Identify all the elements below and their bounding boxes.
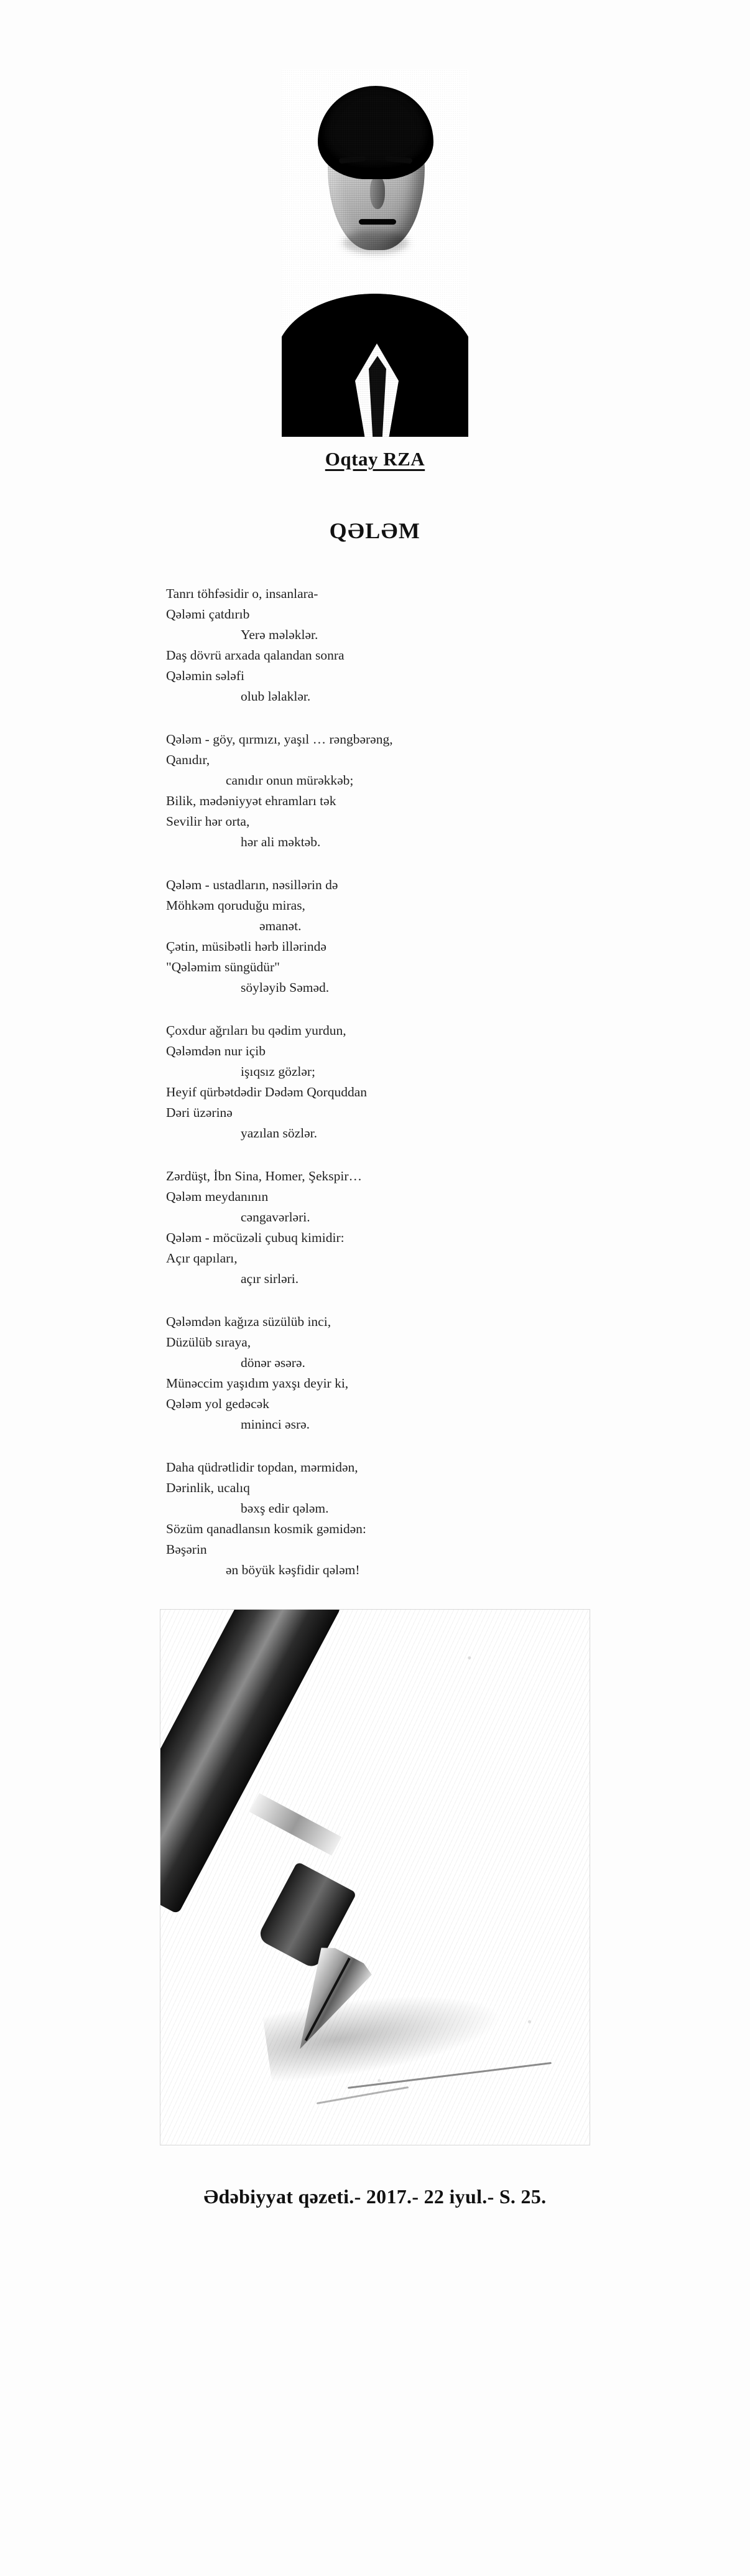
poem-line: Zərdüşt, İbn Sina, Homer, Şekspir… [166, 1169, 363, 1183]
poem-line: Düzülüb sıraya, [166, 1335, 251, 1350]
poem-line: Qələmin sələfi [166, 668, 244, 683]
poem-line: əmanət. [259, 918, 302, 933]
poem-line: Çoxdur ağrıları bu qədim yurdun, [166, 1023, 346, 1038]
poem-stanza [166, 1457, 593, 1580]
poem-line: "Qələmim süngüdür" [166, 959, 280, 974]
poem-line: olub ləlaklər. [241, 689, 311, 704]
poem-title: QƏLƏM [329, 518, 421, 543]
poem-line: Qələm - möcüzəli çubuq kimidir: [166, 1230, 345, 1245]
author-portrait-photo [282, 70, 468, 437]
portrait-figure [0, 0, 750, 437]
source-citation: Ədəbiyyat qəzeti.- 2017.- 22 iyul.- S. 25. [203, 2185, 547, 2208]
fountain-pen-photo [160, 1609, 590, 2145]
poem-line: açır sirləri. [241, 1271, 299, 1286]
poem-line: Sevilir hər orta, [166, 814, 250, 829]
poem-line: bəxş edir qələm. [241, 1501, 329, 1516]
poem-line: Qanıdır, [166, 752, 210, 767]
poem-line: Tanrı töhfəsidir o, insanlara- [166, 586, 318, 601]
poem-line: Münəccim yaşıdım yaxşı deyir ki, [166, 1376, 349, 1391]
poem-line: Yerə mələklər. [241, 627, 318, 642]
poem-line: Bilik, mədəniyyət ehramları tək [166, 793, 336, 808]
poem-stanza [166, 1312, 593, 1435]
poem-line: Qələm - göy, qırmızı, yaşıl … rəngbərəng, [166, 732, 393, 747]
poem-body [157, 584, 593, 1580]
poem-line: Heyif qürbətdədir Dədəm Qorquddan [166, 1085, 367, 1099]
poem-line: Qələmi çatdırıb [166, 607, 250, 622]
poem-line: Açır qapıları, [166, 1251, 238, 1266]
poem-line: Qələm yol gedəcək [166, 1396, 269, 1411]
poem-line: ən böyük kəşfidir qələm! [226, 1562, 360, 1577]
poem-line: Daha qüdrətlidir topdan, mərmidən, [166, 1460, 358, 1475]
poem-line: Qələm meydanının [166, 1189, 269, 1204]
poem-line: canıdır onun mürəkkəb; [226, 773, 354, 788]
poem-stanza [166, 875, 593, 998]
author-name: Oqtay RZA [325, 448, 425, 470]
poem-stanza [166, 584, 593, 707]
poem-line: Möhkəm qoruduğu miras, [166, 898, 305, 913]
poem-line: Qələmdən nur içib [166, 1043, 266, 1058]
poem-stanza [166, 1166, 593, 1289]
poem-line: dönər əsərə. [241, 1355, 305, 1370]
poem-stanza [166, 1020, 593, 1144]
poem-line: cəngavərləri. [241, 1210, 310, 1225]
poem-line: Daş dövrü arxada qalandan sonra [166, 648, 345, 663]
poem-stanza [166, 729, 593, 852]
poem-line: Dəri üzərinə [166, 1105, 233, 1120]
pen-figure [0, 1609, 750, 2145]
poem-line: Qələm - ustadların, nəsillərin də [166, 877, 338, 892]
poem-line: Bəşərin [166, 1542, 207, 1557]
poem-line: Çətin, müsibətli hərb illərində [166, 939, 326, 954]
poem-line: Qələmdən kağıza süzülüb inci, [166, 1314, 331, 1329]
poem-line: Sözüm qanadlansın kosmik gəmidən: [166, 1521, 366, 1536]
poem-line: Dərinlik, ucalıq [166, 1480, 250, 1495]
poem-line: işıqsız gözlər; [241, 1064, 316, 1079]
portrait-halftone-grain [282, 70, 468, 437]
poem-line: mininci əsrə. [241, 1417, 310, 1432]
poem-line: söyləyib Səməd. [241, 980, 330, 995]
poem-line: yazılan sözlər. [241, 1126, 317, 1141]
poem-line: hər ali məktəb. [241, 834, 321, 849]
